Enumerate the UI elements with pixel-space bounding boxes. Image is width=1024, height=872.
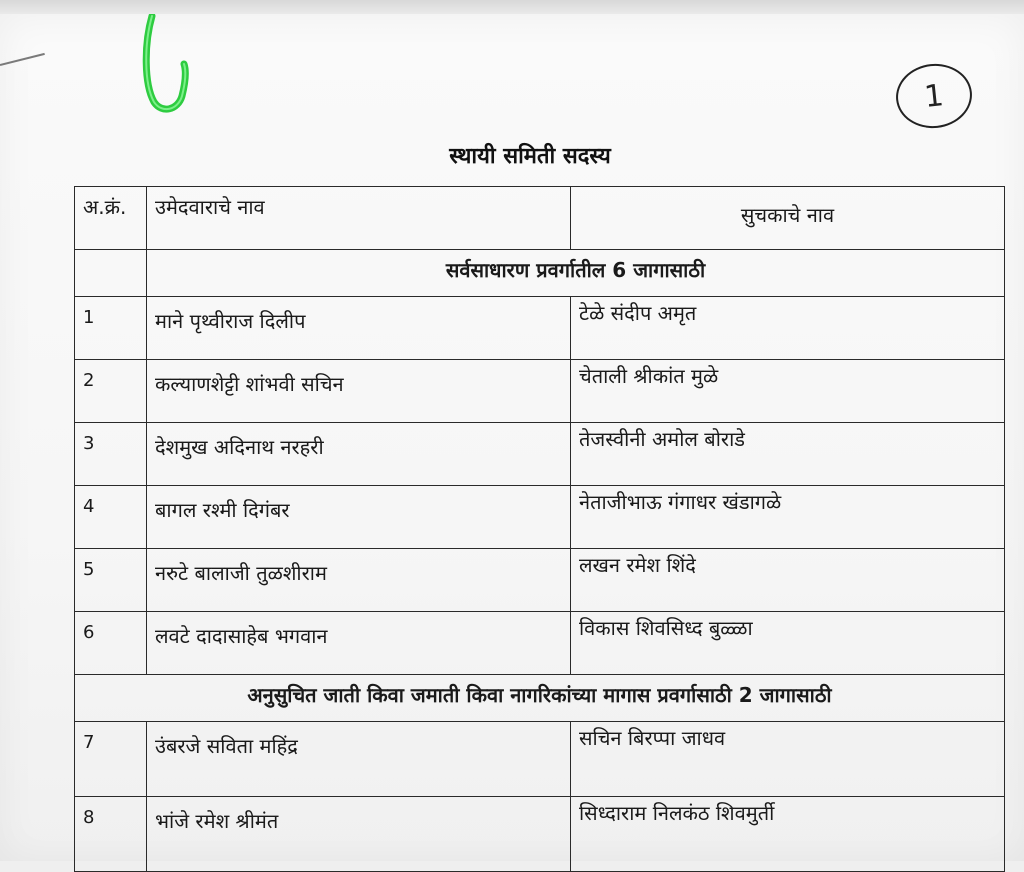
row-proposer: तेजस्वीनी अमोल बोराडे xyxy=(571,423,1005,486)
table-row xyxy=(75,297,1005,360)
row-candidate: नरुटे बालाजी तुळशीराम xyxy=(147,549,571,612)
header-candidate: उमेदवाराचे नाव xyxy=(147,187,571,250)
row-sr: 8 xyxy=(75,797,147,872)
row-sr: 7 xyxy=(75,722,147,797)
row-proposer: लखन रमेश शिंदे xyxy=(571,549,1005,612)
row-sr: 5 xyxy=(75,549,147,612)
table-row xyxy=(75,549,1005,612)
row-candidate: माने पृथ्वीराज दिलीप xyxy=(147,297,571,360)
table-row xyxy=(75,722,1005,797)
section-title: सर्वसाधारण प्रवर्गातील 6 जागासाठी xyxy=(147,250,1005,297)
row-sr: 1 xyxy=(75,297,147,360)
row-candidate: देशमुख अदिनाथ नरहरी xyxy=(147,423,571,486)
members-table xyxy=(74,186,1005,872)
row-proposer: सचिन बिरप्पा जाधव xyxy=(571,722,1005,797)
table-row xyxy=(75,612,1005,675)
row-candidate: बागल रश्मी दिगंबर xyxy=(147,486,571,549)
row-sr: 3 xyxy=(75,423,147,486)
row-sr: 2 xyxy=(75,360,147,423)
header-proposer: सुचकाचे नाव xyxy=(571,187,1005,250)
section-row xyxy=(75,675,1005,722)
table-row xyxy=(75,486,1005,549)
row-proposer: टेळे संदीप अमृत xyxy=(571,297,1005,360)
row-proposer: विकास शिवसिध्द बुळ्ळा xyxy=(571,612,1005,675)
section-row xyxy=(75,250,1005,297)
row-candidate: कल्याणशेट्टी शांभवी सचिन xyxy=(147,360,571,423)
paper-clip-icon xyxy=(138,14,198,114)
table-row xyxy=(75,360,1005,423)
table-row xyxy=(75,423,1005,486)
table-header-row xyxy=(75,187,1005,250)
row-candidate: लवटे दादासाहेब भगवान xyxy=(147,612,571,675)
section-blank-cell xyxy=(75,250,147,297)
header-sr: अ.क्रं. xyxy=(75,187,147,250)
section-title: अनुसुचित जाती किवा जमाती किवा नागरिकांच्या मागास प्रवर्गासाठी 2 जागासाठी xyxy=(75,675,1005,722)
row-proposer: चेताली श्रीकांत मुळे xyxy=(571,360,1005,423)
row-sr: 6 xyxy=(75,612,147,675)
row-candidate: उंबरजे सविता महिंद्र xyxy=(147,722,571,797)
row-proposer: सिध्दाराम निलकंठ शिवमुर्ती xyxy=(571,797,1005,872)
page-number: 1 xyxy=(922,77,946,115)
table-row xyxy=(75,797,1005,872)
row-sr: 4 xyxy=(75,486,147,549)
row-candidate: भांजे रमेश श्रीमंत xyxy=(147,797,571,872)
row-proposer: नेताजीभाऊ गंगाधर खंडागळे xyxy=(571,486,1005,549)
document-title: स्थायी समिती सदस्य xyxy=(449,144,611,169)
